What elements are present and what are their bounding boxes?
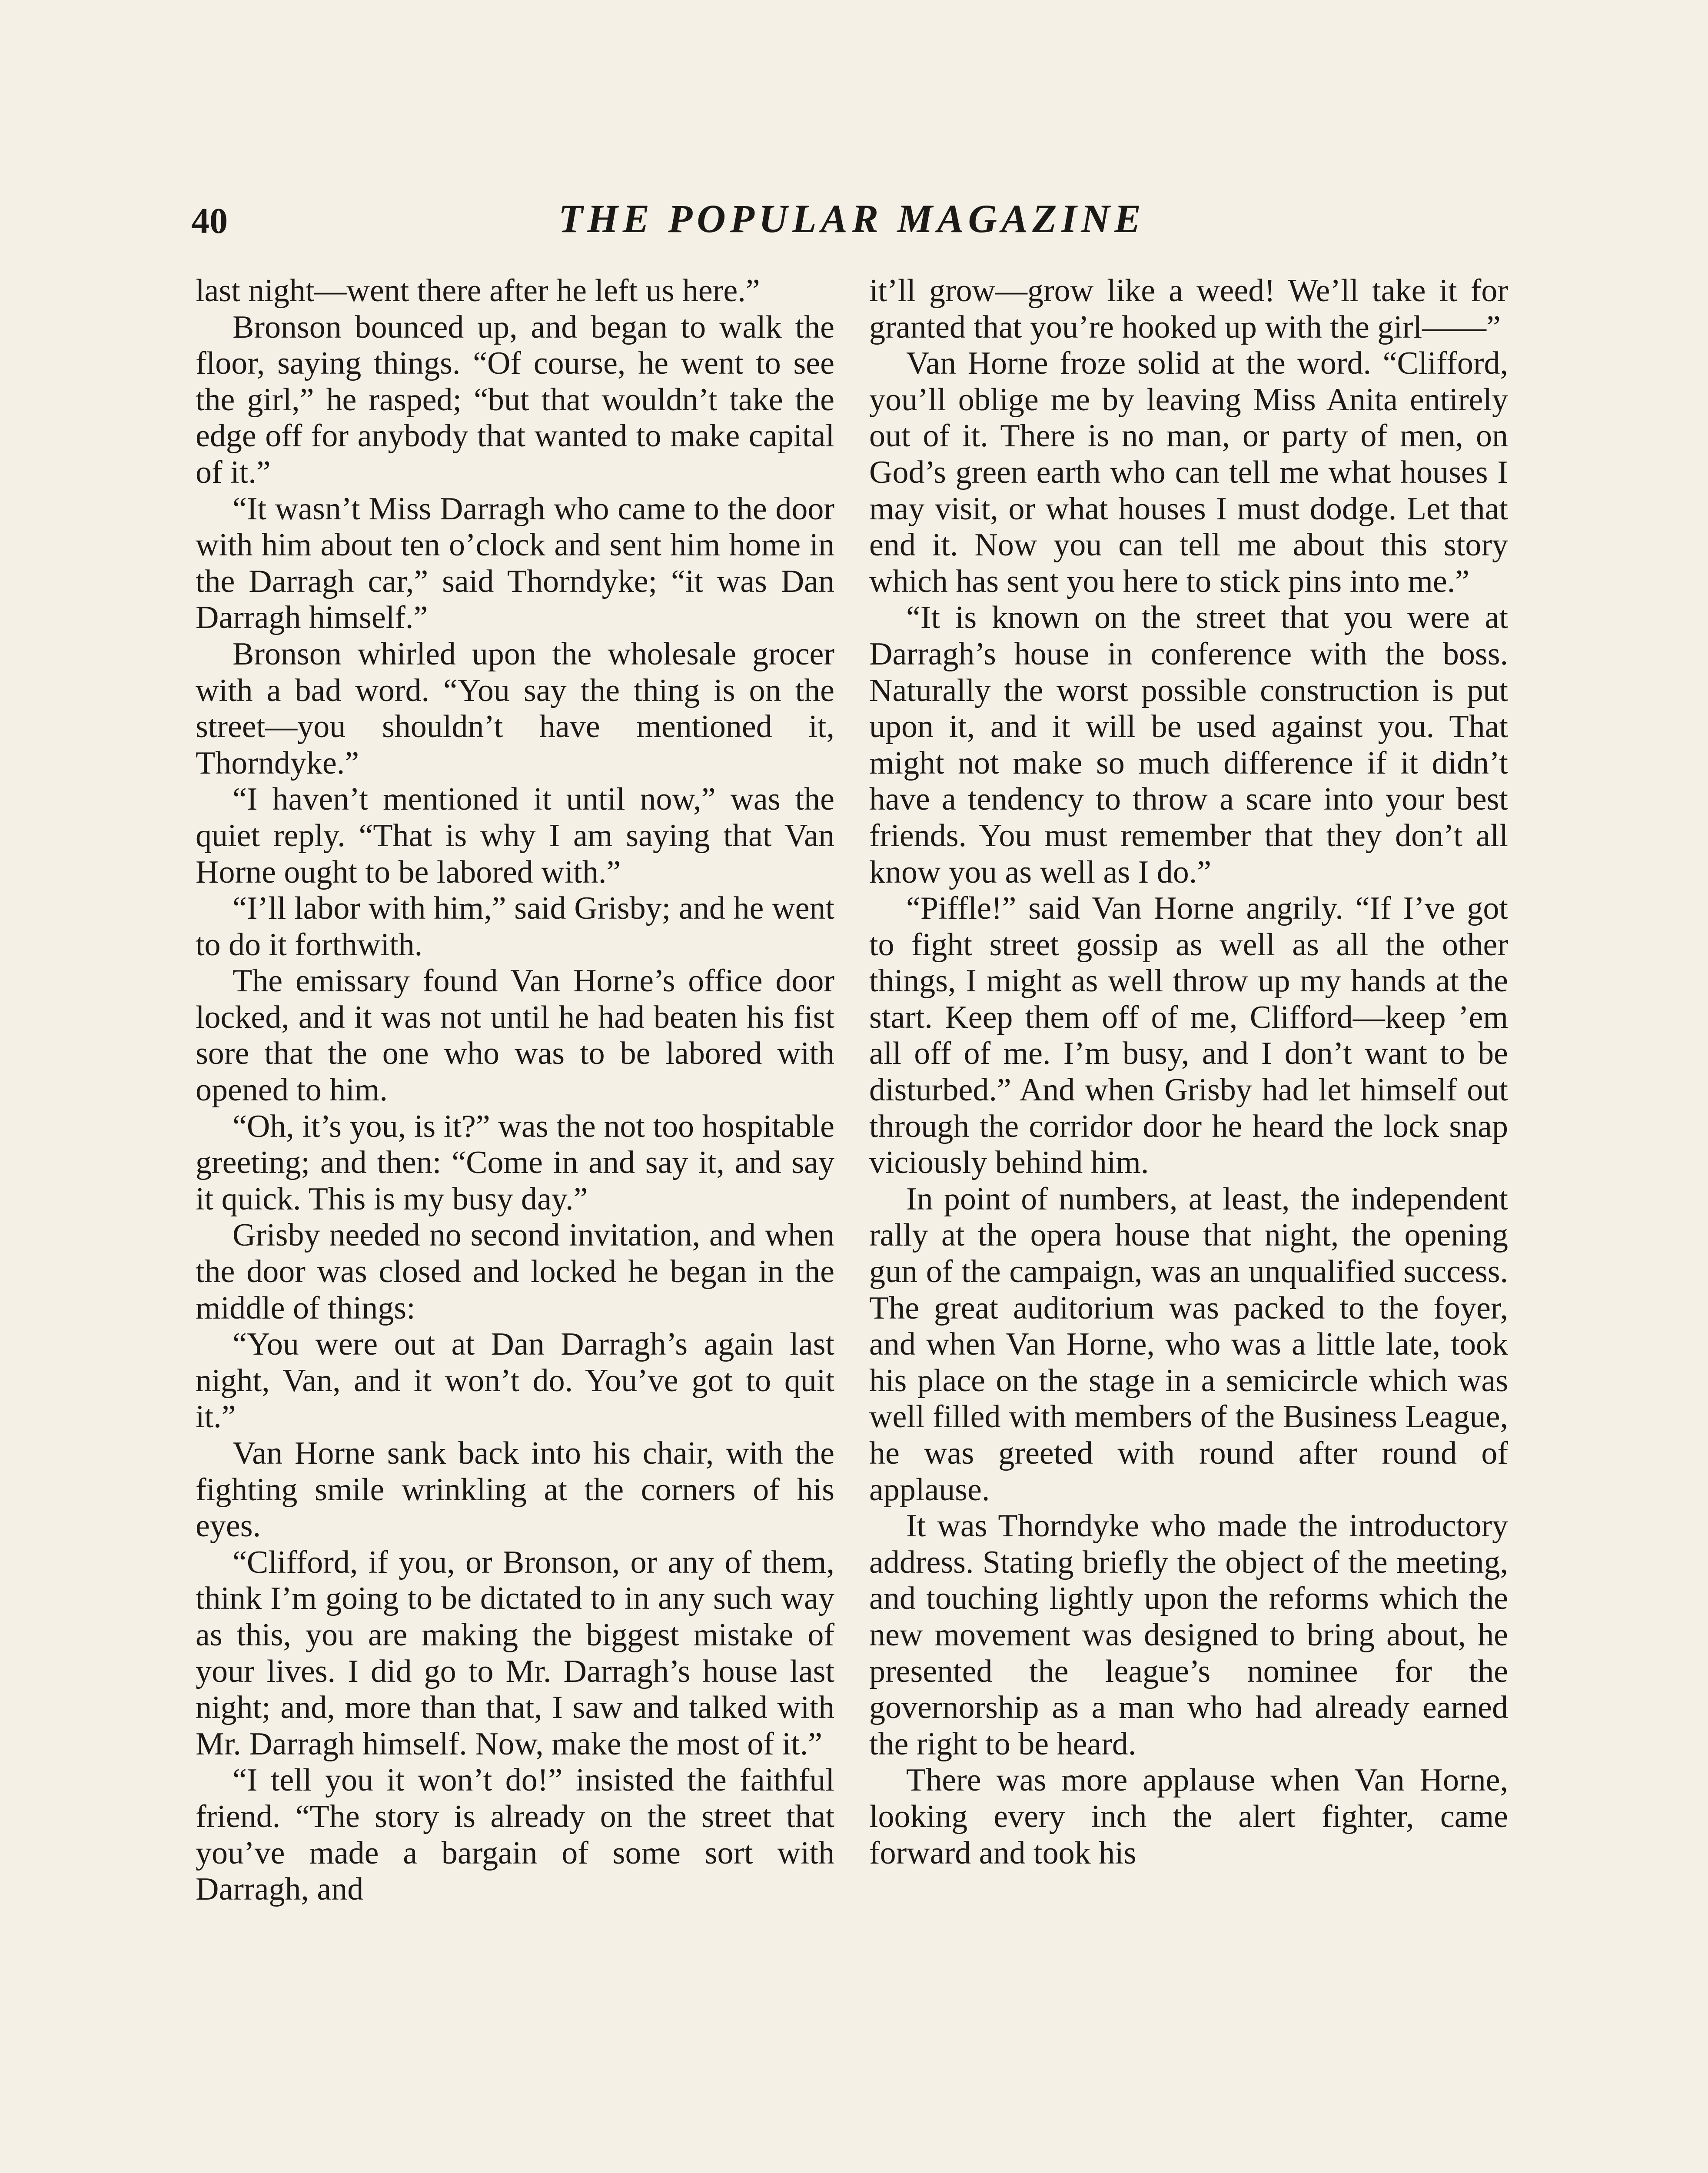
paragraph: Van Horne froze solid at the word. “Clifford, you’ll oblige me by leaving Miss Anita entirely out of it. There is no man, or party of men, on God’s green earth who can tell me what houses I may visit, or what houses I must dodge. Let that end it. Now you can tell me about this story which has sent you here to stick pins into me.” [869,346,1508,599]
paragraph: In point of numbers, at least, the independent rally at the opera house that night, the opening gun of the campaign, was an unqualified success. The great auditorium was packed to the foyer, and when Van Horne, who was a little late, took his place on the stage in a semicircle which was well filled with members of the Business League, he was greeted with round after round of applause. [869,1181,1508,1508]
page-header [191,191,1512,256]
paragraph: Van Horne sank back into his chair, with the fighting smile wrinkling at the corners of his eyes. [196,1435,834,1544]
paragraph: it’ll grow—grow like a weed! We’ll take it for granted that you’re hooked up with the girl——” [869,273,1508,345]
paragraph: “It is known on the street that you were at Darragh’s house in conference with the boss. Naturally the worst possible construction is put upon it, and it will be used against you. That might not make so much difference if it didn’t have a tendency to throw a scare into your best friends. You must remember that they don’t all know you as well as I do.” [869,600,1508,890]
paragraph: The emissary found Van Horne’s office door locked, and it was not until he had beaten his fist sore that the one who was to be labored with opened to him. [196,963,834,1108]
paragraph: Grisby needed no second invitation, and when the door was closed and locked he began in the middle of things: [196,1217,834,1326]
paragraph: “It wasn’t Miss Darragh who came to the door with him about ten o’clock and sent him home in the Darragh car,” said Thorndyke; “it was Dan Darragh himself.” [196,491,834,636]
paragraph: “You were out at Dan Darragh’s again last night, Van, and it won’t do. You’ve got to quit it.” [196,1326,834,1435]
paragraph: “I tell you it won’t do!” insisted the faithful friend. “The story is already on the street that you’ve made a bargain of some sort with Darragh, and [196,1762,834,1907]
paragraph: “I’ll labor with him,” said Grisby; and he went to do it forthwith. [196,890,834,963]
paragraph: “Oh, it’s you, is it?” was the not too hospitable greeting; and then: “Come in and say it, and say it quick. This is my busy day.” [196,1108,834,1217]
running-title: THE POPULAR MAGAZINE [558,196,1146,241]
paragraph: Bronson whirled upon the wholesale grocer with a bad word. “You say the thing is on the street—you shouldn’t have mentioned it, Thorndyke.” [196,636,834,781]
paragraph: Bronson bounced up, and began to walk the floor, saying things. “Of course, he went to see the girl,” he rasped; “but that wouldn’t take the edge off for anybody that wanted to make capital of it.” [196,309,834,490]
paragraph: It was Thorndyke who made the introductory address. Stating briefly the object of the meeting, and touching lightly upon the reforms which the new movement was designed to bring about, he presented the league’s nominee for the governorship as a man who had already earned the right to be heard. [869,1508,1508,1762]
paragraph: “I haven’t mentioned it until now,” was the quiet reply. “That is why I am saying that Van Horne ought to be labored with.” [196,781,834,890]
paragraph: last night—went there after he left us here.” [196,273,760,309]
right-column [869,273,1508,1871]
paragraph: “Clifford, if you, or Bronson, or any of them, think I’m going to be dictated to in any such way as this, you are making the biggest mistake of your lives. I did go to Mr. Darragh’s house last night; and, more than that, I saw and talked with Mr. Darragh himself. Now, make the most of it.” [196,1544,834,1762]
page-number: 40 [191,201,228,241]
left-column [196,273,834,1908]
paragraph: “Piffle!” said Van Horne angrily. “If I’ve got to fight street gossip as well as all the other things, I might as well throw up my hands at the start. Keep them off of me, Clifford—keep ’em all off of me. I’m busy, and I don’t want to be disturbed.” And when Grisby had let himself out through the corridor door he heard the lock snap viciously behind him. [869,890,1508,1181]
paragraph: There was more applause when Van Horne, looking every inch the alert fighter, came forward and took his [869,1762,1508,1871]
